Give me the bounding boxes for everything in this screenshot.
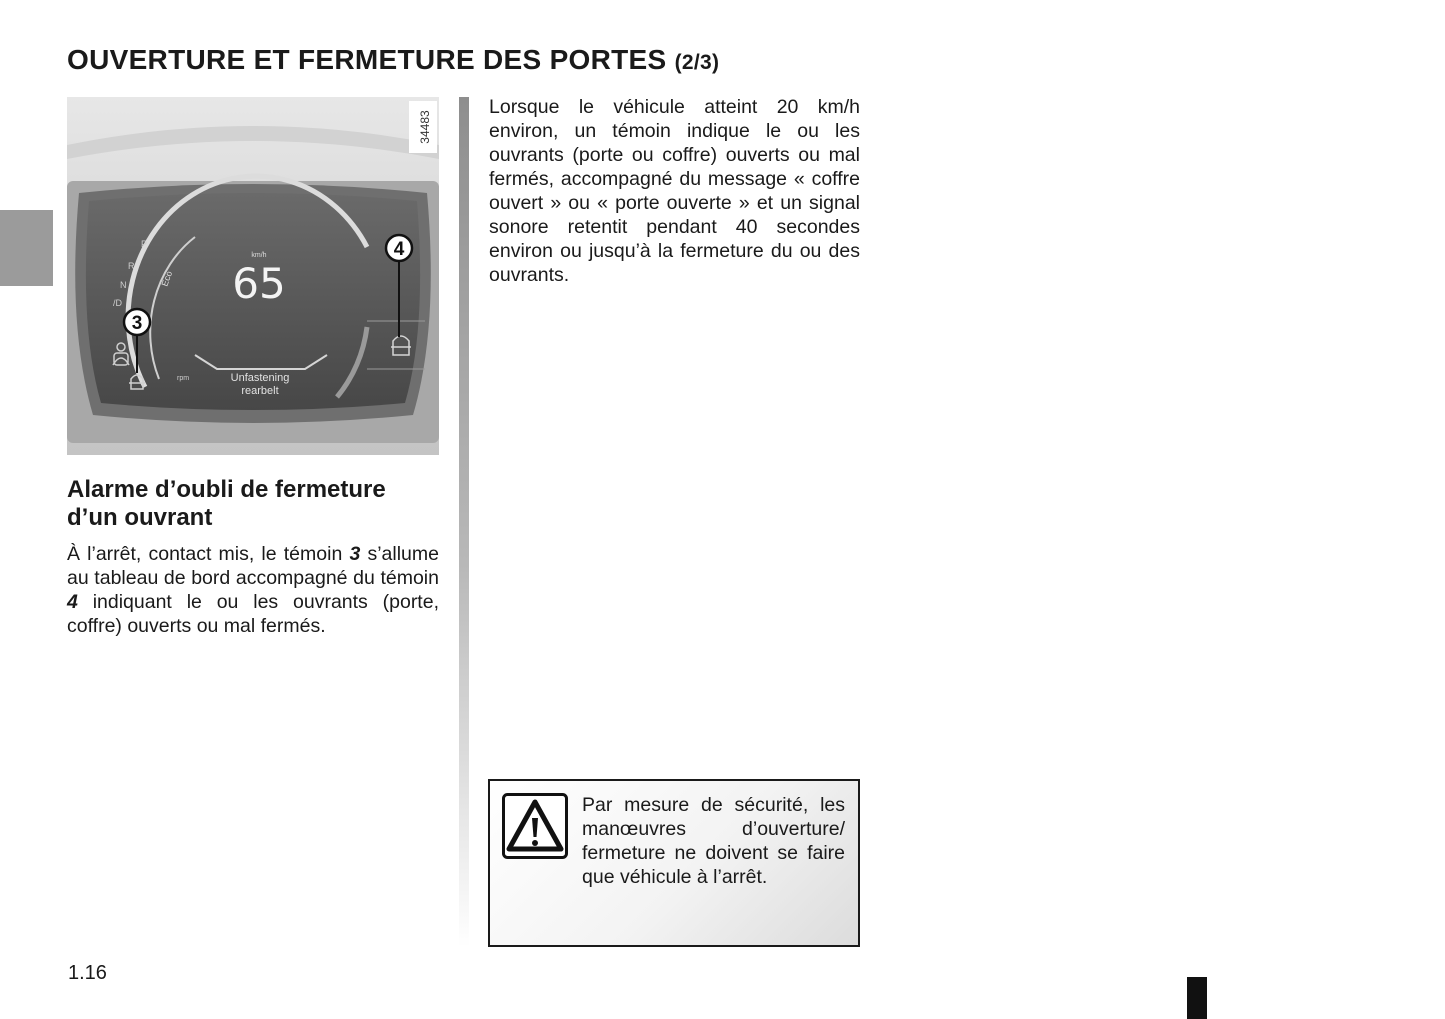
callout-4-marker bbox=[386, 235, 412, 261]
section-text-a: À l’arrêt, contact mis, le témoin bbox=[67, 543, 350, 565]
callout-3-label: 3 bbox=[131, 313, 143, 334]
warning-triangle-icon bbox=[502, 793, 568, 859]
gear-label-p: P bbox=[141, 239, 148, 249]
callout-4-label: 4 bbox=[393, 239, 405, 260]
speed-readout: 65 bbox=[232, 259, 286, 308]
reference-3: 3 bbox=[349, 543, 361, 565]
reference-4: 4 bbox=[67, 591, 78, 613]
eco-label: Eco bbox=[159, 269, 175, 288]
instrument-cluster-figure bbox=[67, 97, 439, 455]
section-text-c: indiquant le ou les ouvrants (porte, coffre) ouverts ou mal fermés. bbox=[67, 591, 439, 637]
warning-text: Par mesure de sécurité, les manœuvres d’ouverture/ fermeture ne doivent se faire que véhicule à l’arrêt. bbox=[582, 794, 845, 888]
gear-label-n: N bbox=[120, 280, 127, 290]
page-title bbox=[67, 44, 719, 76]
page-number: 1.16 bbox=[68, 962, 107, 984]
page-title-text: OUVERTURE ET FERMETURE DES PORTES bbox=[67, 44, 667, 75]
chapter-side-tab bbox=[0, 210, 53, 286]
speed-unit-label: km/h bbox=[251, 252, 267, 259]
page-edge-marker bbox=[1187, 977, 1207, 1019]
message-line-2: rearbelt bbox=[241, 385, 279, 397]
section-paragraph bbox=[67, 542, 439, 638]
message-line-1: Unfastening bbox=[230, 372, 290, 384]
safety-warning-box bbox=[488, 779, 860, 947]
gear-label-d: /D bbox=[113, 298, 122, 308]
callout-3-marker bbox=[124, 309, 150, 335]
gear-label-r: R bbox=[128, 261, 135, 271]
instrument-cluster-illustration bbox=[67, 97, 439, 455]
column-divider bbox=[459, 97, 469, 947]
figure-id-label: 34483 bbox=[418, 110, 432, 144]
right-column-paragraph: Lorsque le véhicule atteint 20 km/h environ, un témoin indique le ou les ouvrants (porte ou coffre) ouverts ou mal fermés, accompagné du message « coffre ouvert » ou « porte ouverte » et un signal sonore retentit pendant 40 secondes environ ou jusqu’à la fermeture du ou des ouvrants. bbox=[489, 96, 860, 286]
page-part-indicator: (2/3) bbox=[674, 51, 720, 74]
rpm-label: rpm bbox=[177, 375, 190, 382]
section-heading: Alarme d’oubli de fermeture d’un ouvrant bbox=[67, 476, 386, 531]
section-text-b: s’allume au tableau de bord accompagné du témoin bbox=[67, 543, 439, 589]
